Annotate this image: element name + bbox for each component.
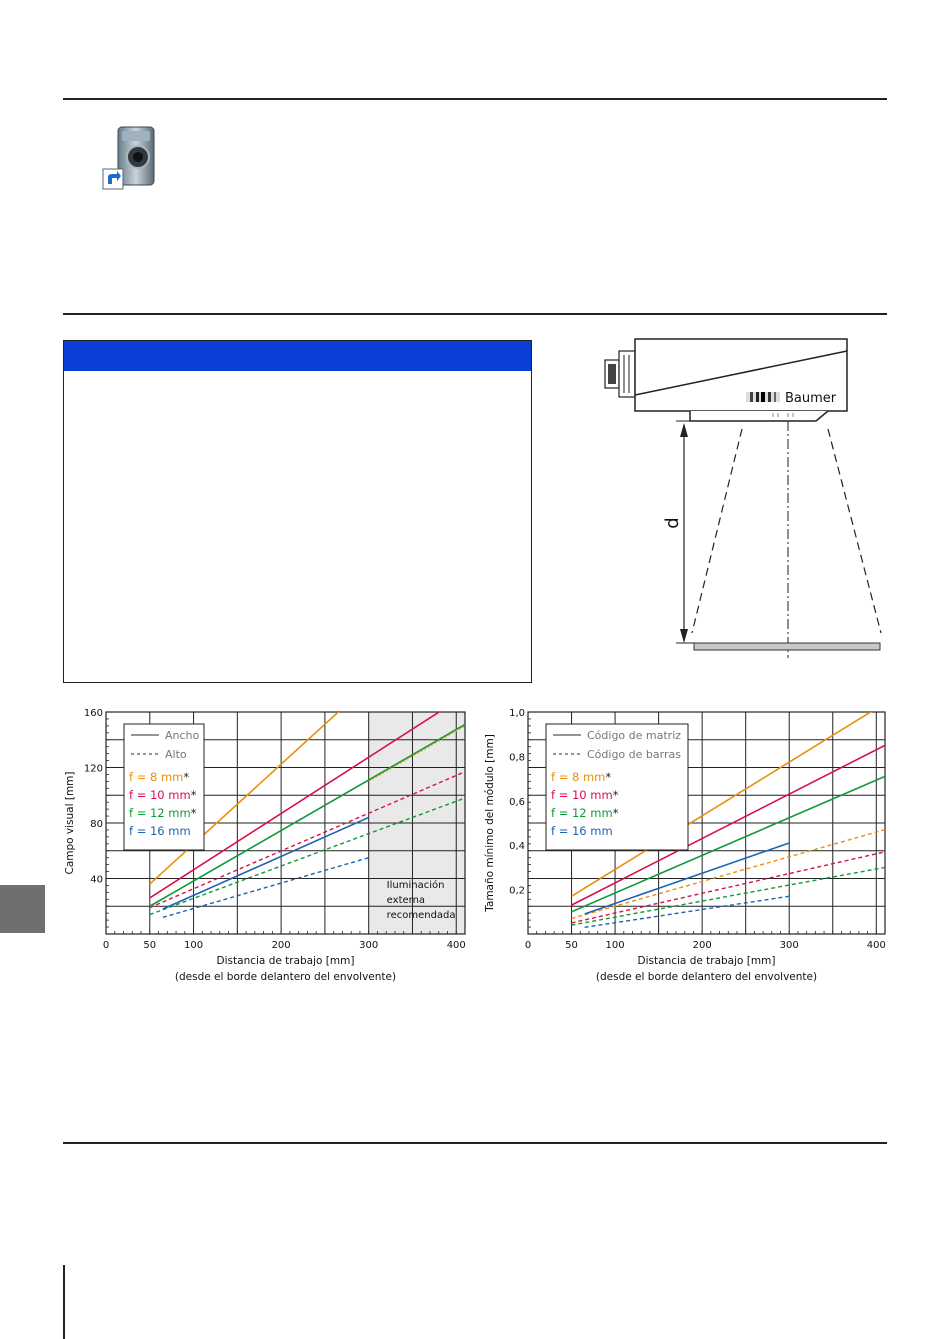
x-axis-note: (desde el borde delantero del envolvente): [174, 971, 397, 983]
legend-series-name: f = 10 mm: [551, 788, 613, 802]
camera-shortcut-icon[interactable]: [100, 125, 160, 191]
legend-series-label: [129, 770, 189, 784]
legend-style-label: Código de matriz: [587, 729, 682, 742]
legend-series-name: f = 12 mm: [551, 806, 613, 820]
shaded-region-label: recomendada: [386, 910, 456, 921]
legend-series-label: [129, 788, 197, 802]
y-tick-label: 0,6: [509, 796, 525, 808]
x-tick-label: 300: [779, 940, 799, 951]
legend-series-mark: *: [190, 806, 197, 820]
y-tick-label: 80: [90, 819, 103, 830]
x-tick-label: 100: [605, 940, 625, 951]
x-tick-label: 200: [271, 940, 291, 951]
legend-style-label: Código de barras: [587, 748, 681, 761]
legend-series-label: [129, 824, 191, 838]
field-of-view-chart: [58, 700, 478, 990]
y-tick-label: 120: [83, 763, 103, 775]
x-tick-label: 200: [692, 940, 712, 951]
margin-line: [63, 1265, 65, 1339]
legend-series-mark: *: [183, 770, 190, 784]
y-tick-label: 160: [83, 708, 103, 719]
legend-series-label: [551, 824, 613, 838]
legend-series-name: f = 10 mm: [129, 788, 191, 802]
info-box: [63, 340, 532, 683]
y-tick-label: 0,2: [509, 885, 525, 897]
y-axis-title: Tamaño mínimo del módulo [mm]: [484, 734, 496, 912]
x-tick-label: 300: [359, 940, 379, 951]
legend-series-label: [551, 770, 611, 784]
x-tick-label: 400: [446, 940, 466, 951]
legend: [124, 724, 204, 850]
legend-series-name: f = 8 mm: [551, 770, 606, 784]
x-tick-label: 100: [184, 940, 204, 951]
legend-series-name: f = 16 mm: [129, 824, 191, 838]
y-tick-label: 40: [90, 874, 103, 886]
legend-series-name: f = 16 mm: [551, 824, 613, 838]
info-box-header: [64, 341, 531, 371]
section-rule: [63, 313, 887, 315]
y-tick-label: 0,4: [509, 841, 525, 853]
top-rule: [63, 98, 887, 100]
legend-series-mark: *: [612, 788, 619, 802]
x-axis-title: Distancia de trabajo [mm]: [216, 955, 355, 967]
series-line-dashed: [572, 852, 885, 923]
legend-style-label: Ancho: [165, 729, 200, 742]
legend-series-mark: *: [605, 770, 612, 784]
y-axis-title: Campo visual [mm]: [64, 771, 76, 875]
working-distance-diagram: [598, 333, 888, 663]
series-line-dashed: [572, 867, 885, 925]
legend: [546, 724, 688, 850]
x-axis-note: (desde el borde delantero del envolvente): [595, 971, 818, 983]
x-tick-label: 0: [524, 940, 532, 951]
legend-series-name: f = 8 mm: [129, 770, 184, 784]
x-tick-label: 400: [866, 940, 886, 951]
legend-series-name: f = 12 mm: [129, 806, 191, 820]
x-tick-label: 0: [102, 940, 110, 951]
bottom-rule: [63, 1142, 887, 1144]
shaded-region-label: externa: [386, 895, 426, 906]
section-tab[interactable]: [0, 885, 45, 933]
legend-series-label: [551, 788, 619, 802]
legend-style-label: Alto: [165, 748, 187, 761]
legend-series-mark: *: [612, 806, 619, 820]
x-tick-label: 50: [143, 940, 157, 951]
shaded-region-label: Iluminación: [386, 880, 445, 891]
y-tick-label: 0,8: [509, 752, 525, 764]
x-tick-label: 50: [565, 940, 578, 951]
legend-series-label: [551, 806, 619, 820]
x-axis-title: Distancia de trabajo [mm]: [637, 955, 776, 967]
legend-series-label: [129, 806, 197, 820]
distance-label: d: [662, 517, 683, 529]
brand-text: Baumer: [785, 391, 837, 406]
module-size-chart: [480, 700, 900, 990]
legend-series-mark: *: [190, 788, 197, 802]
y-tick-label: 1,0: [509, 708, 525, 719]
